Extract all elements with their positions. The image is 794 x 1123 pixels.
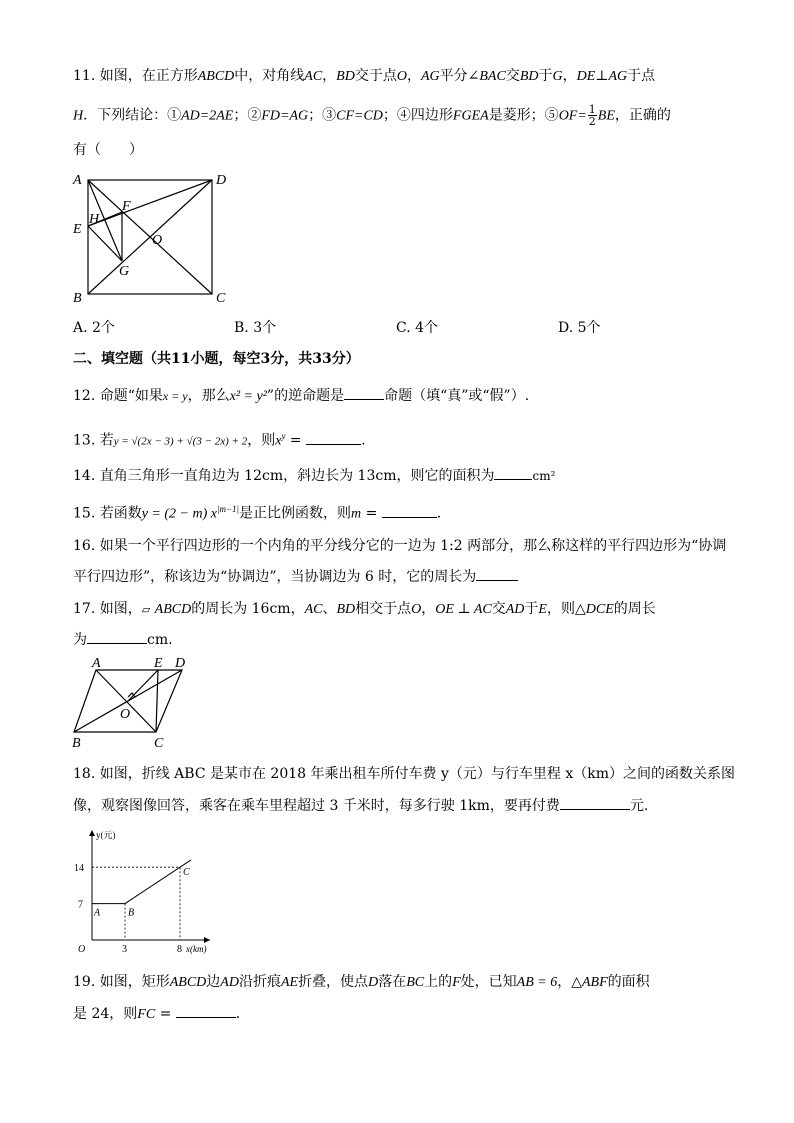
q11-ac: AC [304,69,323,84]
q19-ad: AD [220,975,239,990]
q15-m: m [351,506,362,522]
q17-text: 交 [491,601,506,617]
q11-c1: AD=2AE [181,108,234,124]
q11-text: 平分∠ [439,68,480,84]
y-tick-7: 7 [78,899,83,911]
y-axis-arrow [89,830,95,836]
q14-text: 14. 直角三角形一直角边为 12cm，斜边长为 13cm，则它的面积为 [73,468,495,484]
q13-text: ，则 [247,432,276,449]
q15-text: 15. 若函数 [73,505,142,522]
x-axis-label: x(km) [186,944,207,954]
label-C: C [154,736,164,751]
q14 [73,465,555,486]
label-G: G [119,264,130,279]
q11-square-diagram [70,168,230,308]
q17-text: 17. 如图， [73,601,142,617]
q19-text: 19. 如图，矩形 [73,974,170,990]
q11-text: ⊥ [595,68,609,84]
q18-text: 像，观察图像回答，乘客在乘车里程超过 3 千米时，每多行驶 1km，要再付费 [73,798,560,814]
q19-text: 是 24，则 [73,1006,138,1022]
point-label-A: A [94,907,101,919]
q11-text: 交于点 [354,68,397,84]
q12-eq2: x² = y² [229,389,267,404]
label-B: B [72,736,81,751]
q11-text: 是菱形；⑤ [488,107,559,124]
q11-abcd: ABCD [197,69,235,84]
q11-ag2: AG [608,69,628,84]
label-A: A [92,656,101,671]
q17-abcd: ABCD [154,602,192,617]
q17-ad: AD [505,602,525,617]
x-tick-3: 3 [122,944,127,955]
label-A: A [73,173,82,188]
q15-text: 是正比例函数，则 [239,505,352,522]
q19-d: D [368,975,379,990]
label-F: F [122,199,131,214]
x-tick-8: 8 [177,944,182,955]
q16-line2 [73,566,518,587]
q17-parallelogram-diagram [70,656,195,751]
q16-text: 平行四边形”，称该边为“协调边”，当协调边为 6 时，它的周长为 [73,569,477,585]
q14-unit: cm² [532,469,556,483]
label-O: O [120,707,131,722]
q11-c4: FGEA [452,108,489,124]
q16-answer-blank[interactable] [476,566,518,581]
option-d[interactable]: D. 5个 [558,320,601,336]
q19-text: 落在 [378,974,407,990]
q13-x: x [275,433,282,449]
q17-text: 、 [322,601,337,617]
q19-abcd: ABCD [169,975,207,990]
x-axis-arrow [204,937,210,943]
parallelogram-symbol: ▱ [141,603,151,616]
q11-c3: CF=CD [336,108,383,124]
q11-text: ，正确的 [614,107,671,124]
q11-o: O [396,69,407,84]
point-label-C: C [183,867,190,879]
q11-text: 11. 如图，在正方形 [73,68,198,84]
q15-eq: = [365,505,378,522]
q11-text: 中，对角线 [234,68,305,84]
q19-text: 边 [206,974,221,990]
q11-c5: OF= [558,108,587,124]
q11-ag: AG [420,69,440,84]
q13-text: . [361,432,366,449]
label-O: O [152,233,163,248]
q12-text: ”的逆命题是 [266,388,345,404]
section-heading: 二、填空题（共11小题，每空3分，共33分） [73,351,360,367]
label-D: D [175,656,186,671]
fraction [588,104,597,127]
label-B: B [73,291,82,306]
q17-answer-blank[interactable] [87,629,147,644]
q17-text: ，则△ [546,601,586,617]
q11-c5-be: BE [597,108,615,124]
q12-text: 12. 命题“如果 [73,388,163,404]
q16-line1: 16. 如果一个平行四边形的一个内角的平分线分它的一边为 1:2 两部分，那么称这样的平行四边形为“协调 [73,538,727,554]
q18-line2 [73,795,648,816]
q11-line3: 有（ ） [73,142,143,158]
q11-de: DE [576,69,596,84]
q18-fare-chart [70,826,220,956]
q18-answer-blank[interactable] [560,795,630,810]
option-b[interactable]: B. 3个 [234,320,277,336]
q15-expr: y = (2 − m) x [141,506,217,522]
q15-answer-blank[interactable] [382,503,437,518]
fraction-denominator: 2 [588,115,596,128]
q19-eq: = [159,1006,172,1022]
y-axis-label: y(元) [96,830,116,840]
q11-bd: BD [336,69,355,84]
q11-text: ．下列结论：① [83,107,182,124]
q17-text: 的周长为 16cm， [191,601,305,617]
q17-text: cm. [147,632,173,648]
fraction-numerator: 1 [588,103,596,116]
q19-text: 的面积 [607,974,650,990]
q11-text: 于点 [627,68,656,84]
q17-text: 为 [73,632,87,648]
label-E: E [73,222,82,237]
q12-text: ，那么 [187,388,230,404]
q19-text: 折叠，使点 [298,974,369,990]
q11-bd2: BD [519,69,539,84]
q13-answer-blank[interactable] [306,430,361,445]
q19-ae: AE [280,975,299,990]
q12-eq1: x = y [162,389,188,403]
q19-text: 沿折痕 [238,974,281,990]
q12-text: 命题（填“真”或“假”）. [384,388,530,404]
q13 [73,426,366,452]
q19-answer-blank[interactable] [176,1003,236,1018]
q11-line2 [73,104,671,127]
q17-text: 于 [524,601,539,617]
q11-h: H [73,108,84,124]
q19-ab: AB = 6 [516,975,558,990]
q19-abf: ABF [581,975,608,990]
option-c[interactable]: C. 4个 [396,320,439,336]
q19-text: ，△ [557,974,582,990]
q17-dce: DCE [585,602,614,617]
q15-sup: |m−1| [216,504,240,514]
q14-answer-blank[interactable] [494,465,532,480]
q19-line2 [73,1003,240,1025]
q17-text: 的周长 [613,601,656,617]
q18-text: 元. [629,798,649,814]
q12-answer-blank[interactable] [344,385,384,400]
q12 [73,385,529,407]
q11-line1: 11. 如图，在正方形ABCD中，对角线AC，BD交于点O，AG平分∠BAC交BD于G，DE⊥AG于点 [73,68,656,84]
q19-text: 处，已知 [460,974,517,990]
q19-text: . [235,1006,241,1022]
q11-text: 交 [505,68,520,84]
q19-text: 上的 [424,974,453,990]
q19-fc: FC [137,1007,156,1022]
label-E: E [154,656,163,671]
q18-line1: 18. 如图，折线 ABC 是某市在 2018 年乘出租车所付车费 y（元）与行车里程 x（km）之间的函数关系图 [73,766,735,782]
q13-text: 13. 若 [73,432,114,449]
origin-label: O [78,944,86,955]
q17-ac: AC [304,602,323,617]
q11-g: G [552,69,563,84]
label-D: D [216,173,227,188]
q19-line1 [73,972,650,993]
q17-bd: BD [336,602,356,617]
q15-text: . [436,505,442,522]
q17-line2 [73,629,173,650]
y-tick-14: 14 [74,863,84,875]
point-label-B: B [128,907,135,919]
q13-eq: = [289,432,302,449]
q17-text: ， [421,601,436,617]
q11-text: ；④四边形 [382,107,453,124]
q19-bc: BC [406,975,425,990]
q11-text: ；③ [308,107,337,124]
fare-line [92,860,191,904]
label-H: H [89,212,100,227]
q17-line1 [73,599,656,620]
q19-f: F [452,975,461,990]
q11-bac: BAC [479,69,506,84]
q11-text: ；② [233,107,262,124]
q13-expr: y = √(2x − 3) + √(3 − 2x) + 2 [113,435,248,448]
option-a[interactable]: A. 2个 [73,320,115,336]
q11-text: 于 [538,68,553,84]
q17-oe: OE ⊥ AC [435,602,492,617]
label-C: C [216,291,226,306]
q15 [73,499,441,525]
q13-sup: y [281,431,286,441]
q17-o: O [411,602,422,617]
q17-e: E [538,602,547,617]
q17-text: 相交于点 [355,601,412,617]
q11-c2: FD=AG [261,108,309,124]
